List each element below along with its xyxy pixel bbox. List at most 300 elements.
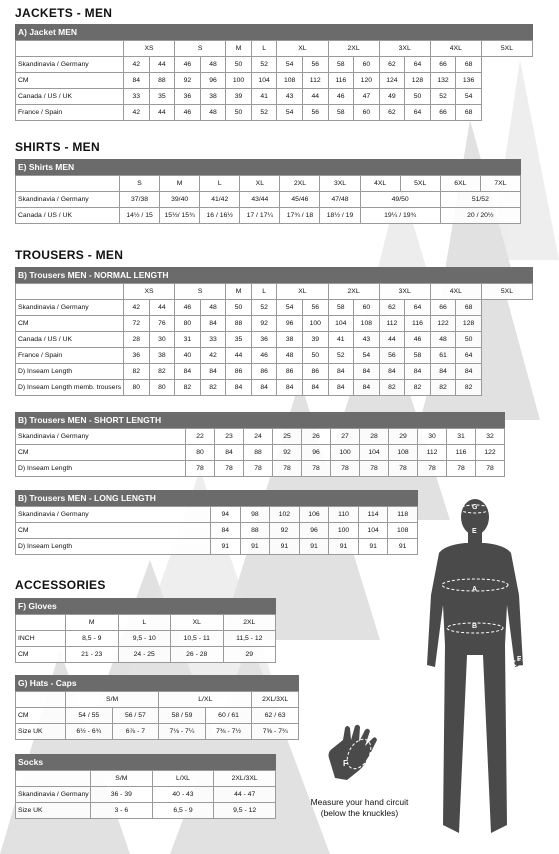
size-label: 2XL — [223, 615, 276, 631]
table-cell: 54 — [277, 57, 303, 73]
table-header: B) Trousers MEN - LONG LENGTH — [15, 490, 418, 506]
table-cell: 108 — [388, 523, 418, 539]
row-label: Skandinavia / Germany — [16, 300, 124, 316]
table-cell: 7⅛ - 7¼ — [159, 724, 206, 740]
table-cell: 36 — [175, 89, 201, 105]
size-row — [16, 692, 299, 708]
table-cell: 29 — [223, 647, 276, 663]
table-cell: 124 — [379, 73, 405, 89]
marker-e: E — [472, 528, 477, 535]
table-cell: 36 — [124, 348, 150, 364]
row-label: D) Inseam Length — [16, 461, 186, 477]
table-cell: 92 — [273, 445, 302, 461]
table-cell: 3 - 6 — [91, 803, 153, 819]
table-cell: 58 — [405, 348, 431, 364]
table-cell: 100 — [302, 316, 328, 332]
jacket-size-table — [15, 24, 533, 121]
table-cell: 30 — [418, 429, 447, 445]
size-label: 2XL — [280, 176, 320, 192]
row-label: Skandinavia / Germany — [16, 57, 124, 73]
table-cell: 64 — [405, 57, 431, 73]
table-cell: 48 — [430, 332, 456, 348]
body-measurement-figure — [415, 495, 543, 840]
table-cell: 84 — [430, 364, 456, 380]
size-label: 3XL — [379, 284, 430, 300]
table-cell: 88 — [149, 73, 175, 89]
table-cell: 56 — [302, 57, 328, 73]
size-label: S/M — [91, 771, 153, 787]
table-cell: 62 — [379, 57, 405, 73]
table-row — [16, 803, 276, 819]
table-row — [16, 316, 533, 332]
table-cell: 96 — [302, 445, 331, 461]
socks-size-table — [15, 754, 276, 819]
table-cell: 128 — [456, 316, 482, 332]
table-cell: 24 - 25 — [118, 647, 171, 663]
table-row: Canada / US / UK 14½ / 15 15½/ 15¾ 16 / 16½ 17 / 17¼ 17¾ / 18 18½ / 19 19¼ / 19¾ 20 / 20½ — [16, 208, 521, 224]
table-cell: 91 — [211, 539, 241, 555]
table-cell: 91 — [299, 539, 329, 555]
section-accessories-title: ACCESSORIES — [15, 578, 106, 592]
table-cell: 26 - 28 — [171, 647, 224, 663]
table-row — [16, 787, 276, 803]
table-cell: 108 — [389, 445, 418, 461]
size-label: 4XL — [430, 284, 481, 300]
size-label: 5XL — [481, 41, 532, 57]
size-label: 2XL/3XL — [214, 771, 276, 787]
row-label: France / Spain — [16, 105, 124, 121]
table-cell: 84 — [302, 380, 328, 396]
table-cell: 78 — [302, 461, 331, 477]
table-cell: 84 — [124, 73, 150, 89]
table-cell: 86 — [226, 364, 252, 380]
table-row — [16, 332, 533, 348]
table-cell: 48 — [200, 300, 226, 316]
table-cell: 92 — [175, 73, 201, 89]
trousers-long-size-table — [15, 490, 418, 555]
table-cell: 30 — [149, 332, 175, 348]
size-row — [16, 176, 521, 192]
table-cell: 54 — [277, 300, 303, 316]
row-label: D) Inseam Length — [16, 539, 211, 555]
table-cell: 60 — [354, 57, 380, 73]
table-cell: 116 — [405, 316, 431, 332]
size-label: XL — [277, 41, 328, 57]
table-cell: 68 — [456, 57, 482, 73]
row-label: Skandinavia / Germany — [16, 507, 211, 523]
size-label: S — [175, 284, 226, 300]
table-cell: 84 — [379, 364, 405, 380]
table-cell: 104 — [328, 316, 354, 332]
table-row — [16, 708, 299, 724]
table-cell: 44 - 47 — [214, 787, 276, 803]
table-cell: 46 — [251, 348, 277, 364]
size-label: S — [175, 41, 226, 57]
table-cell: 96 — [200, 73, 226, 89]
table-cell: 48 — [200, 57, 226, 73]
size-label: XS — [124, 41, 175, 57]
size-label: S/M — [66, 692, 159, 708]
table-header: A) Jacket MEN — [15, 24, 533, 40]
table-cell: 32 — [476, 429, 505, 445]
table-header: F) Gloves — [15, 598, 276, 614]
table-cell: 25 — [273, 429, 302, 445]
table-cell: 88 — [226, 316, 252, 332]
table-cell: 39 — [226, 89, 252, 105]
table-cell: 44 — [149, 105, 175, 121]
table-cell: 132 — [430, 73, 456, 89]
table-cell: 58 — [328, 105, 354, 121]
table-cell: 40 - 43 — [152, 787, 214, 803]
caption-line-2: (below the knuckles) — [320, 808, 399, 818]
table-cell: 7⅝ - 7¾ — [252, 724, 299, 740]
table-cell: 68 — [456, 105, 482, 121]
table-cell: 61 — [430, 348, 456, 364]
table-cell: 82 — [456, 380, 482, 396]
table-row — [16, 105, 533, 121]
table-cell: 116 — [447, 445, 476, 461]
table-cell: 36 - 39 — [91, 787, 153, 803]
table-cell: 106 — [299, 507, 329, 523]
table-cell: 84 — [226, 380, 252, 396]
table-cell: 56 — [302, 105, 328, 121]
caption-line-1: Measure your hand circuit — [310, 797, 409, 807]
table-cell: 54 — [277, 105, 303, 121]
size-label: L/XL — [152, 771, 214, 787]
table-cell: 47 — [354, 89, 380, 105]
row-label: CM — [16, 316, 124, 332]
table-row — [16, 380, 533, 396]
size-label: 5XL — [481, 284, 532, 300]
size-label: XL — [240, 176, 280, 192]
table-cell: 6½ - 6¾ — [66, 724, 113, 740]
table-row — [16, 647, 276, 663]
size-label: 2XL — [328, 41, 379, 57]
table-cell: 56 / 57 — [112, 708, 159, 724]
size-label: L — [118, 615, 171, 631]
table-cell: 35 — [226, 332, 252, 348]
row-label: Skandinavia / Germany — [16, 429, 186, 445]
size-row — [16, 771, 276, 787]
table-cell: 42 — [200, 348, 226, 364]
table-cell: 52 — [328, 348, 354, 364]
table-cell: 11,5 - 12 — [223, 631, 276, 647]
shirts-size-table — [15, 159, 521, 224]
gloves-size-table — [15, 598, 276, 663]
table-cell: 100 — [329, 523, 359, 539]
table-cell: 9,5 - 10 — [118, 631, 171, 647]
row-label: France / Spain — [16, 348, 124, 364]
table-cell: 78 — [215, 461, 244, 477]
table-cell: 100 — [331, 445, 360, 461]
table-cell: 41 — [328, 332, 354, 348]
size-row — [16, 41, 533, 57]
table-cell: 94 — [211, 507, 241, 523]
table-cell: 27 — [331, 429, 360, 445]
table-cell: 108 — [354, 316, 380, 332]
table-header: G) Hats - Caps — [15, 675, 299, 691]
size-label: M — [66, 615, 119, 631]
table-cell: 21 - 23 — [66, 647, 119, 663]
table-cell: 36 — [251, 332, 277, 348]
table-cell: 46 — [328, 89, 354, 105]
table-cell: 50 — [226, 57, 252, 73]
table-cell: 120 — [354, 73, 380, 89]
table-cell: 50 — [226, 105, 252, 121]
table-cell: 49 — [379, 89, 405, 105]
table-cell: 44 — [379, 332, 405, 348]
table-cell: 84 — [277, 380, 303, 396]
table-cell: 82 — [149, 364, 175, 380]
table-cell: 116 — [328, 73, 354, 89]
table-cell: 84 — [354, 380, 380, 396]
table-row — [16, 507, 418, 523]
table-cell: 96 — [277, 316, 303, 332]
table-cell: 46 — [405, 332, 431, 348]
table-cell: 29 — [389, 429, 418, 445]
table-cell: 8,5 - 9 — [66, 631, 119, 647]
table-cell: 84 — [211, 523, 241, 539]
table-cell: 112 — [379, 316, 405, 332]
hand-marker-f: F — [343, 759, 348, 768]
table-cell: 108 — [277, 73, 303, 89]
table-cell: 91 — [388, 539, 418, 555]
table-cell: 80 — [149, 380, 175, 396]
size-label: M — [226, 41, 252, 57]
row-label: D) Inseam Length memb. trousers — [16, 380, 124, 396]
table-cell: 84 — [328, 380, 354, 396]
table-header: B) Trousers MEN - SHORT LENGTH — [15, 412, 505, 428]
table-cell: 78 — [360, 461, 389, 477]
size-label: M — [160, 176, 200, 192]
table-cell: 42 — [124, 105, 150, 121]
table-cell: 78 — [418, 461, 447, 477]
table-row — [16, 724, 299, 740]
table-cell: 78 — [476, 461, 505, 477]
table-cell: 28 — [124, 332, 150, 348]
table-cell: 41 — [251, 89, 277, 105]
table-cell: 88 — [244, 445, 273, 461]
table-cell: 98 — [240, 507, 270, 523]
row-label: Canada / US / UK — [16, 332, 124, 348]
table-cell: 62 / 63 — [252, 708, 299, 724]
table-cell: 44 — [149, 57, 175, 73]
table-cell: 40 — [175, 348, 201, 364]
size-label: L — [200, 176, 240, 192]
table-cell: 48 — [277, 348, 303, 364]
table-cell: 92 — [270, 523, 300, 539]
table-cell: 38 — [277, 332, 303, 348]
table-cell: 50 — [405, 89, 431, 105]
table-cell: 44 — [226, 348, 252, 364]
table-row — [16, 73, 533, 89]
table-cell: 54 / 55 — [66, 708, 113, 724]
table-header: B) Trousers MEN - NORMAL LENGTH — [15, 267, 533, 283]
table-cell: 43 — [354, 332, 380, 348]
table-cell: 52 — [430, 89, 456, 105]
row-label: Size UK — [16, 803, 91, 819]
table-cell: 92 — [251, 316, 277, 332]
table-cell: 91 — [329, 539, 359, 555]
table-cell: 84 — [405, 364, 431, 380]
table-cell: 104 — [358, 523, 388, 539]
table-cell: 122 — [430, 316, 456, 332]
table-cell: 80 — [124, 380, 150, 396]
marker-f: F — [517, 656, 522, 663]
table-cell: 91 — [358, 539, 388, 555]
row-label: INCH — [16, 631, 66, 647]
table-row — [16, 461, 505, 477]
table-cell: 52 — [251, 57, 277, 73]
table-row — [16, 523, 418, 539]
table-cell: 100 — [226, 73, 252, 89]
table-cell: 78 — [244, 461, 273, 477]
table-cell: 52 — [251, 105, 277, 121]
row-label: CM — [16, 647, 66, 663]
table-cell: 42 — [124, 300, 150, 316]
table-row — [16, 364, 533, 380]
row-label: CM — [16, 445, 186, 461]
section-jackets-title: JACKETS - MEN — [15, 6, 113, 20]
table-cell: 88 — [240, 523, 270, 539]
table-cell: 82 — [405, 380, 431, 396]
marker-a: A — [472, 586, 478, 593]
table-row — [16, 631, 276, 647]
size-label: S — [120, 176, 160, 192]
table-cell: 66 — [430, 300, 456, 316]
table-cell: 78 — [447, 461, 476, 477]
table-cell: 76 — [149, 316, 175, 332]
table-cell: 9,5 - 12 — [214, 803, 276, 819]
table-cell: 84 — [456, 364, 482, 380]
table-cell: 44 — [149, 300, 175, 316]
row-label: Size UK — [16, 724, 66, 740]
table-cell: 52 — [251, 300, 277, 316]
table-cell: 46 — [175, 57, 201, 73]
size-label: XL — [171, 615, 224, 631]
table-cell: 78 — [273, 461, 302, 477]
table-cell: 84 — [328, 364, 354, 380]
table-cell: 82 — [379, 380, 405, 396]
size-label: XS — [124, 284, 175, 300]
table-cell: 86 — [277, 364, 303, 380]
table-cell: 62 — [379, 105, 405, 121]
table-cell: 112 — [418, 445, 447, 461]
table-row — [16, 348, 533, 364]
table-cell: 84 — [215, 445, 244, 461]
table-cell: 6,5 - 9 — [152, 803, 214, 819]
size-label: 4XL — [360, 176, 400, 192]
table-cell: 82 — [124, 364, 150, 380]
table-cell: 64 — [405, 105, 431, 121]
table-cell: 91 — [240, 539, 270, 555]
table-cell: 64 — [405, 300, 431, 316]
table-cell: 10,5 - 11 — [171, 631, 224, 647]
table-cell: 23 — [215, 429, 244, 445]
table-cell: 122 — [476, 445, 505, 461]
size-label: XL — [277, 284, 328, 300]
size-label: 5XL — [400, 176, 440, 192]
size-label: L — [251, 41, 277, 57]
table-cell: 66 — [430, 105, 456, 121]
table-cell: 80 — [175, 316, 201, 332]
size-label: 6XL — [440, 176, 480, 192]
trousers-short-size-table — [15, 412, 505, 477]
table-cell: 102 — [270, 507, 300, 523]
table-cell: 48 — [200, 105, 226, 121]
size-label: L — [251, 284, 277, 300]
hand-measurement-figure — [323, 722, 385, 784]
marker-d: D — [472, 662, 478, 669]
size-row — [16, 615, 276, 631]
table-cell: 112 — [302, 73, 328, 89]
size-label: 7XL — [480, 176, 520, 192]
table-cell: 84 — [200, 364, 226, 380]
table-cell: 78 — [389, 461, 418, 477]
table-row — [16, 539, 418, 555]
table-cell: 62 — [379, 300, 405, 316]
table-header: E) Shirts MEN — [15, 159, 521, 175]
table-cell: 33 — [124, 89, 150, 105]
table-row — [16, 429, 505, 445]
row-label: CM — [16, 708, 66, 724]
table-cell: 104 — [360, 445, 389, 461]
table-row — [16, 89, 533, 105]
table-cell: 46 — [175, 105, 201, 121]
row-label: Canada / US / UK — [16, 89, 124, 105]
table-cell: 72 — [124, 316, 150, 332]
table-cell: 82 — [200, 380, 226, 396]
table-cell: 33 — [200, 332, 226, 348]
table-cell: 136 — [456, 73, 482, 89]
table-cell: 39 — [302, 332, 328, 348]
table-cell: 54 — [456, 89, 482, 105]
table-cell: 110 — [329, 507, 359, 523]
hats-size-table — [15, 675, 299, 740]
table-cell: 82 — [175, 380, 201, 396]
table-cell: 46 — [175, 300, 201, 316]
size-label: 4XL — [430, 41, 481, 57]
table-cell: 86 — [251, 364, 277, 380]
table-cell: 78 — [331, 461, 360, 477]
size-label: 3XL — [320, 176, 360, 192]
table-cell: 58 / 59 — [159, 708, 206, 724]
table-cell: 84 — [200, 316, 226, 332]
size-label: 3XL — [379, 41, 430, 57]
size-label: M — [226, 284, 252, 300]
table-cell: 78 — [186, 461, 215, 477]
table-cell: 84 — [175, 364, 201, 380]
table-cell: 60 — [354, 300, 380, 316]
table-cell: 91 — [270, 539, 300, 555]
table-cell: 84 — [354, 364, 380, 380]
table-cell: 38 — [200, 89, 226, 105]
table-cell: 114 — [358, 507, 388, 523]
table-cell: 56 — [379, 348, 405, 364]
row-label: Skandinavia / Germany — [16, 787, 91, 803]
table-cell: 26 — [302, 429, 331, 445]
table-row — [16, 445, 505, 461]
section-shirts-title: SHIRTS - MEN — [15, 140, 100, 154]
table-cell: 128 — [405, 73, 431, 89]
table-header: Socks — [15, 754, 276, 770]
row-label: D) Inseam Length — [16, 364, 124, 380]
table-cell: 118 — [388, 507, 418, 523]
table-cell: 84 — [251, 380, 277, 396]
table-cell: 82 — [430, 380, 456, 396]
size-row — [16, 284, 533, 300]
table-cell: 50 — [456, 332, 482, 348]
